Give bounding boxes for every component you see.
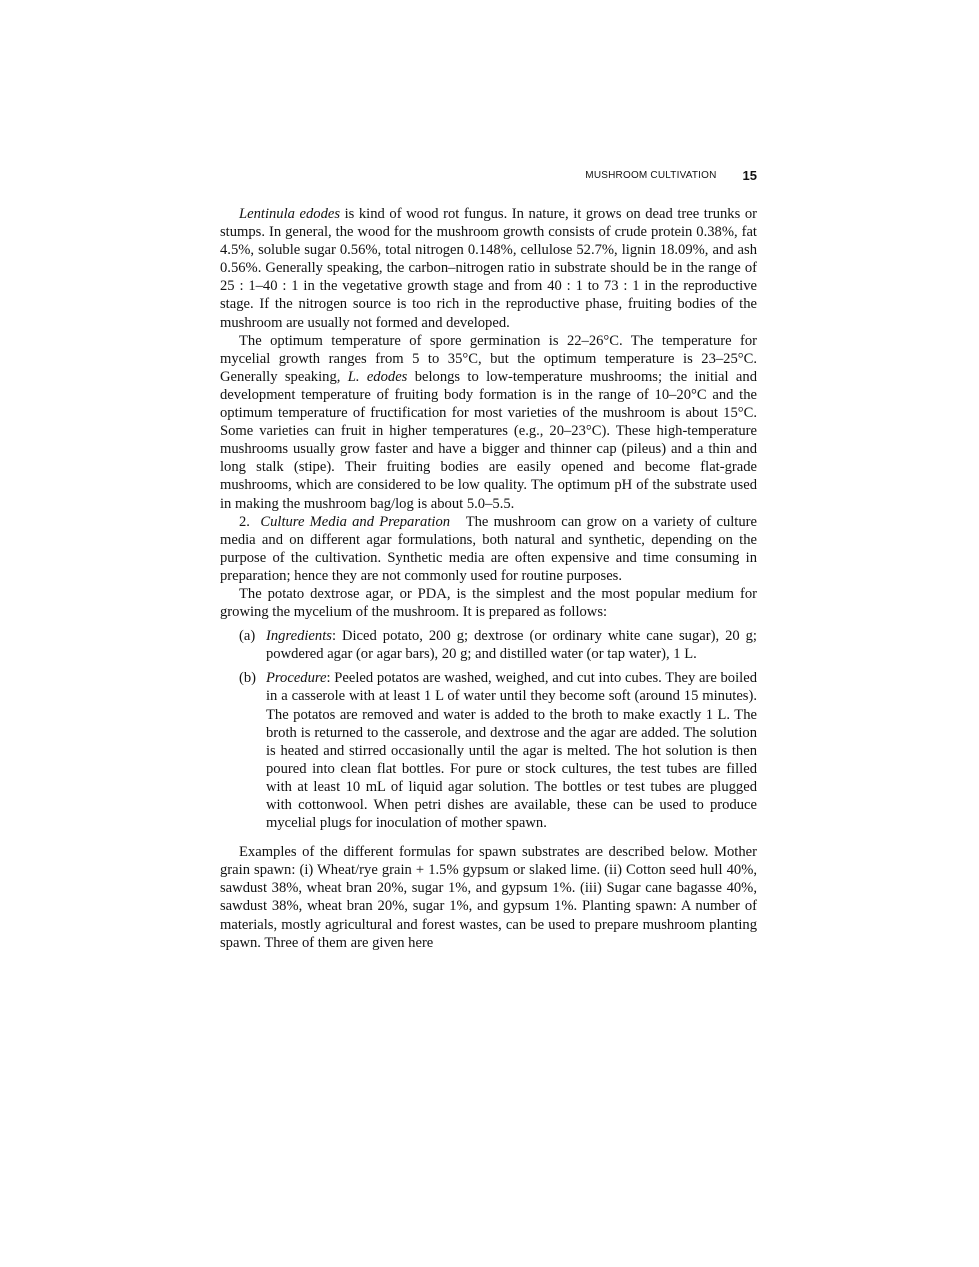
running-head [220,166,757,184]
paragraph-substrate-composition [220,205,757,332]
section-heading: Culture Media and Preparation [260,513,451,530]
section-number: 2. [239,513,250,530]
list-text: : Peeled potatos are washed, weighed, and cut into cubes. They are boiled in a casserole with at least 1 L of water until they become soft (around 15 minutes). The potatos are removed and water is added to the broth to make exactly 1 L. The broth is returned to the casserole, and dextrose and the agar are added. The solution is heated and stirred occasionally until the agar is melted. The hot solution is then poured into clean flat bottles. For pure or stock cultures, the test tubes are filled with at least 10 mL of liquid agar solution. The bottles or test tubes are plugged with cottonwool. When petri dishes are available, these can be used to produce mycelial plugs for inoculation of mother spawn. [266,670,757,832]
paragraph-temperature [220,332,757,513]
list-marker: (a) [239,628,256,645]
species-name: Lentinula edodes [239,206,341,222]
list-marker: (b) [239,670,257,687]
list-item [220,627,757,663]
species-name: L. edodes [347,368,408,385]
paragraph-text: The optimum temperature of spore germination is 22–26°C. The temperature for mycelial growth ranges from 5 to 35°C, but the optimum temperature is 23–25°C. Generally speaking, [220,332,757,385]
paragraph-pda [220,585,757,621]
pda-preparation-list [220,627,757,832]
paragraph-culture-media [220,513,757,585]
paragraph-text: is kind of wood rot fungus. In nature, it grows on dead tree trunks or stumps. In general, the wood for the mushroom growth consists of crude protein 0.38%, fat 4.5%, soluble sugar 0.56%, total nitrogen 0.148%, cellulose 52.7%, lignin 18.09%, and ash 0.56%. Generally speaking, the carbon–nitrogen ratio in substrate should be in the range of 25 : 1–40 : 1 in the vegetative growth stage and from 40 : 1 to 73 : 1 in the reproductive stage. If the nitrogen source is too rich in the reproductive phase, fruiting bodies of the mushroom are usually not formed and developed. [220,206,757,331]
paragraph-text: The mushroom can grow on a variety of culture media and on different agar formulations, both natural and synthetic, depending on the purpose of the cultivation. Synthetic media are often expensive and time consuming in preparation; hence they are not commonly used for routine purposes. [220,513,757,584]
running-head-title: MUSHROOM CULTIVATION [585,169,717,181]
page-number: 15 [742,167,757,183]
spacer [220,832,757,843]
paragraph-text: Examples of the different formulas for spawn substrates are described below. Mother grain spawn: (i) Wheat/rye grain + 1.5% gypsum or slaked lime. (ii) Cotton seed hull 40%, sawdust 38%, wheat bran 20%, sugar 1%, and gypsum 1%. (iii) Sugar cane bagasse 40%, sawdust 38%, wheat bran 20%, sugar 1%, and gypsum 1%. Planting spawn: A number of materials, mostly agricultural and forest wastes, can be used to prepare mushroom planting spawn. Three of them are given here [220,844,757,951]
paragraph-spawn-formulas [220,843,757,952]
list-text: : Diced potato, 200 g; dextrose (or ordinary white cane sugar), 20 g; powdered agar (or agar bars), 20 g; and distilled water (or tap water), 1 L. [266,628,757,663]
paragraph-text: belongs to low-temperature mushrooms; the initial and development temperature of fruiting body formation is in the range of 10–20°C and the optimum temperature of fructification for most varieties of the mushroom is about 15°C. Some varieties can fruit in higher temperatures (e.g., 20–23°C). These high-temperature mushrooms usually grow faster and have a bigger and thinner cap (pileus) and a thin and long stalk (stipe). Their fruiting bodies are easily opened and become flat-grade mushrooms, which are considered to be low quality. The optimum pH of the substrate used in making the mushroom bag/log is about 5.0–5.5. [220,368,757,512]
list-term: Ingredients [266,628,332,645]
paragraph-text: The potato dextrose agar, or PDA, is the simplest and the most popular medium for growing the mycelium of the mushroom. It is prepared as follows: [220,585,757,621]
list-item [220,669,757,832]
body-text [220,205,757,952]
list-term: Procedure [266,670,327,687]
